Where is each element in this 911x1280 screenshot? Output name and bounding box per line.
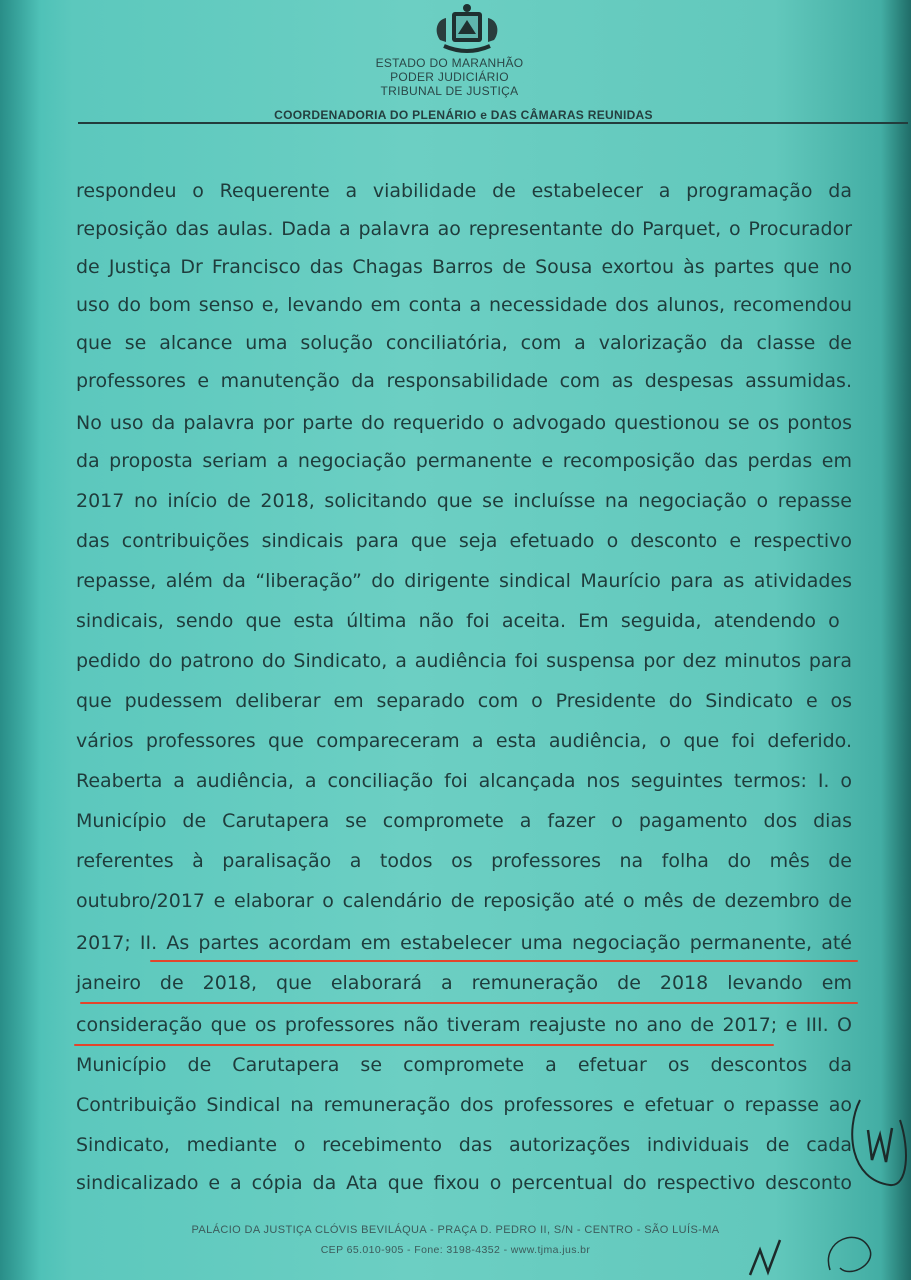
red-underline-mark (150, 960, 858, 962)
page-edge-shadow-left (0, 0, 40, 1280)
body-line: Contribuição Sindical na remuneração dos professores e efetuar o repasse ao (76, 1094, 852, 1116)
body-line: repasse, além da “liberação” do dirigente sindical Maurício para as atividades (76, 570, 852, 592)
coat-of-arms-icon (432, 2, 502, 54)
body-line: que pudessem deliberar em separado com o Presidente do Sindicato e os (76, 690, 852, 712)
body-line: Sindicato, mediante o recebimento das autorizações individuais de cada (76, 1134, 852, 1156)
body-line: referentes à paralisação a todos os professores na folha do mês de (76, 850, 852, 872)
body-line: Reaberta a audiência, a conciliação foi alcançada nos seguintes termos: I. o (76, 770, 852, 792)
body-line: vários professores que compareceram a esta audiência, o que foi deferido. (76, 730, 852, 752)
body-line: outubro/2017 e elaborar o calendário de reposição até o mês de dezembro de (76, 890, 852, 912)
header-divider (78, 122, 908, 124)
body-line: 2017; II. As partes acordam em estabelecer uma negociação permanente, até (76, 932, 852, 954)
body-line: No uso da palavra por parte do requerido o advogado questionou se os pontos (76, 412, 852, 434)
body-line: que se alcance uma solução conciliatória, com a valorização da classe de (76, 332, 852, 354)
body-line: respondeu o Requerente a viabilidade de estabelecer a programação da (76, 180, 852, 202)
body-line: uso do bom senso e, levando em conta a necessidade dos alunos, recomendou (76, 294, 852, 316)
body-line: de Justiça Dr Francisco das Chagas Barros de Sousa exortou às partes que no (76, 256, 852, 278)
page-edge-shadow-right (881, 0, 911, 1280)
header-state: ESTADO DO MARANHÃO (375, 56, 524, 70)
header-court: TRIBUNAL DE JUSTIÇA (380, 84, 519, 98)
footer-address: PALÁCIO DA JUSTIÇA CLÓVIS BEVILÁQUA - PRAÇA D. PEDRO II, S/N - CENTRO - SÃO LUÍS-MA (191, 1224, 720, 1236)
body-line: sindicais, sendo que esta última não foi aceita. Em seguida, atendendo o (76, 610, 840, 632)
body-line: Município de Carutapera se compromete a efetuar os descontos da (76, 1054, 852, 1076)
body-line: consideração que os professores não tiveram reajuste no ano de 2017; e III. O (76, 1014, 852, 1036)
header-branch: PODER JUDICIÁRIO (390, 70, 509, 84)
body-line: das contribuições sindicais para que seja efetuado o desconto e respectivo (76, 530, 852, 552)
footer-contact: CEP 65.010-905 - Fone: 3198-4352 - www.tjma.jus.br (320, 1244, 591, 1256)
body-line: sindicalizado e a cópia da Ata que fixou o percentual do respectivo desconto (76, 1172, 852, 1194)
body-line: reposição das aulas. Dada a palavra ao representante do Parquet, o Procurador (76, 218, 852, 240)
red-underline-mark (74, 1044, 774, 1046)
body-line: professores e manutenção da responsabilidade com as despesas assumidas. (76, 370, 852, 392)
header-department: COORDENADORIA DO PLENÁRIO e DAS CÂMARAS REUNIDAS (274, 108, 653, 122)
handwritten-initials-mark (840, 1090, 911, 1200)
body-line: janeiro de 2018, que elaborará a remuneração de 2018 levando em (76, 972, 852, 994)
body-line: pedido do patrono do Sindicato, a audiência foi suspensa por dez minutos para (76, 650, 852, 672)
body-line: da proposta seriam a negociação permanente e recomposição das perdas em (76, 450, 852, 472)
red-underline-mark (80, 1002, 858, 1004)
body-line: Município de Carutapera se compromete a fazer o pagamento dos dias (76, 810, 852, 832)
body-line: 2017 no início de 2018, solicitando que se incluísse na negociação o repasse (76, 490, 852, 512)
